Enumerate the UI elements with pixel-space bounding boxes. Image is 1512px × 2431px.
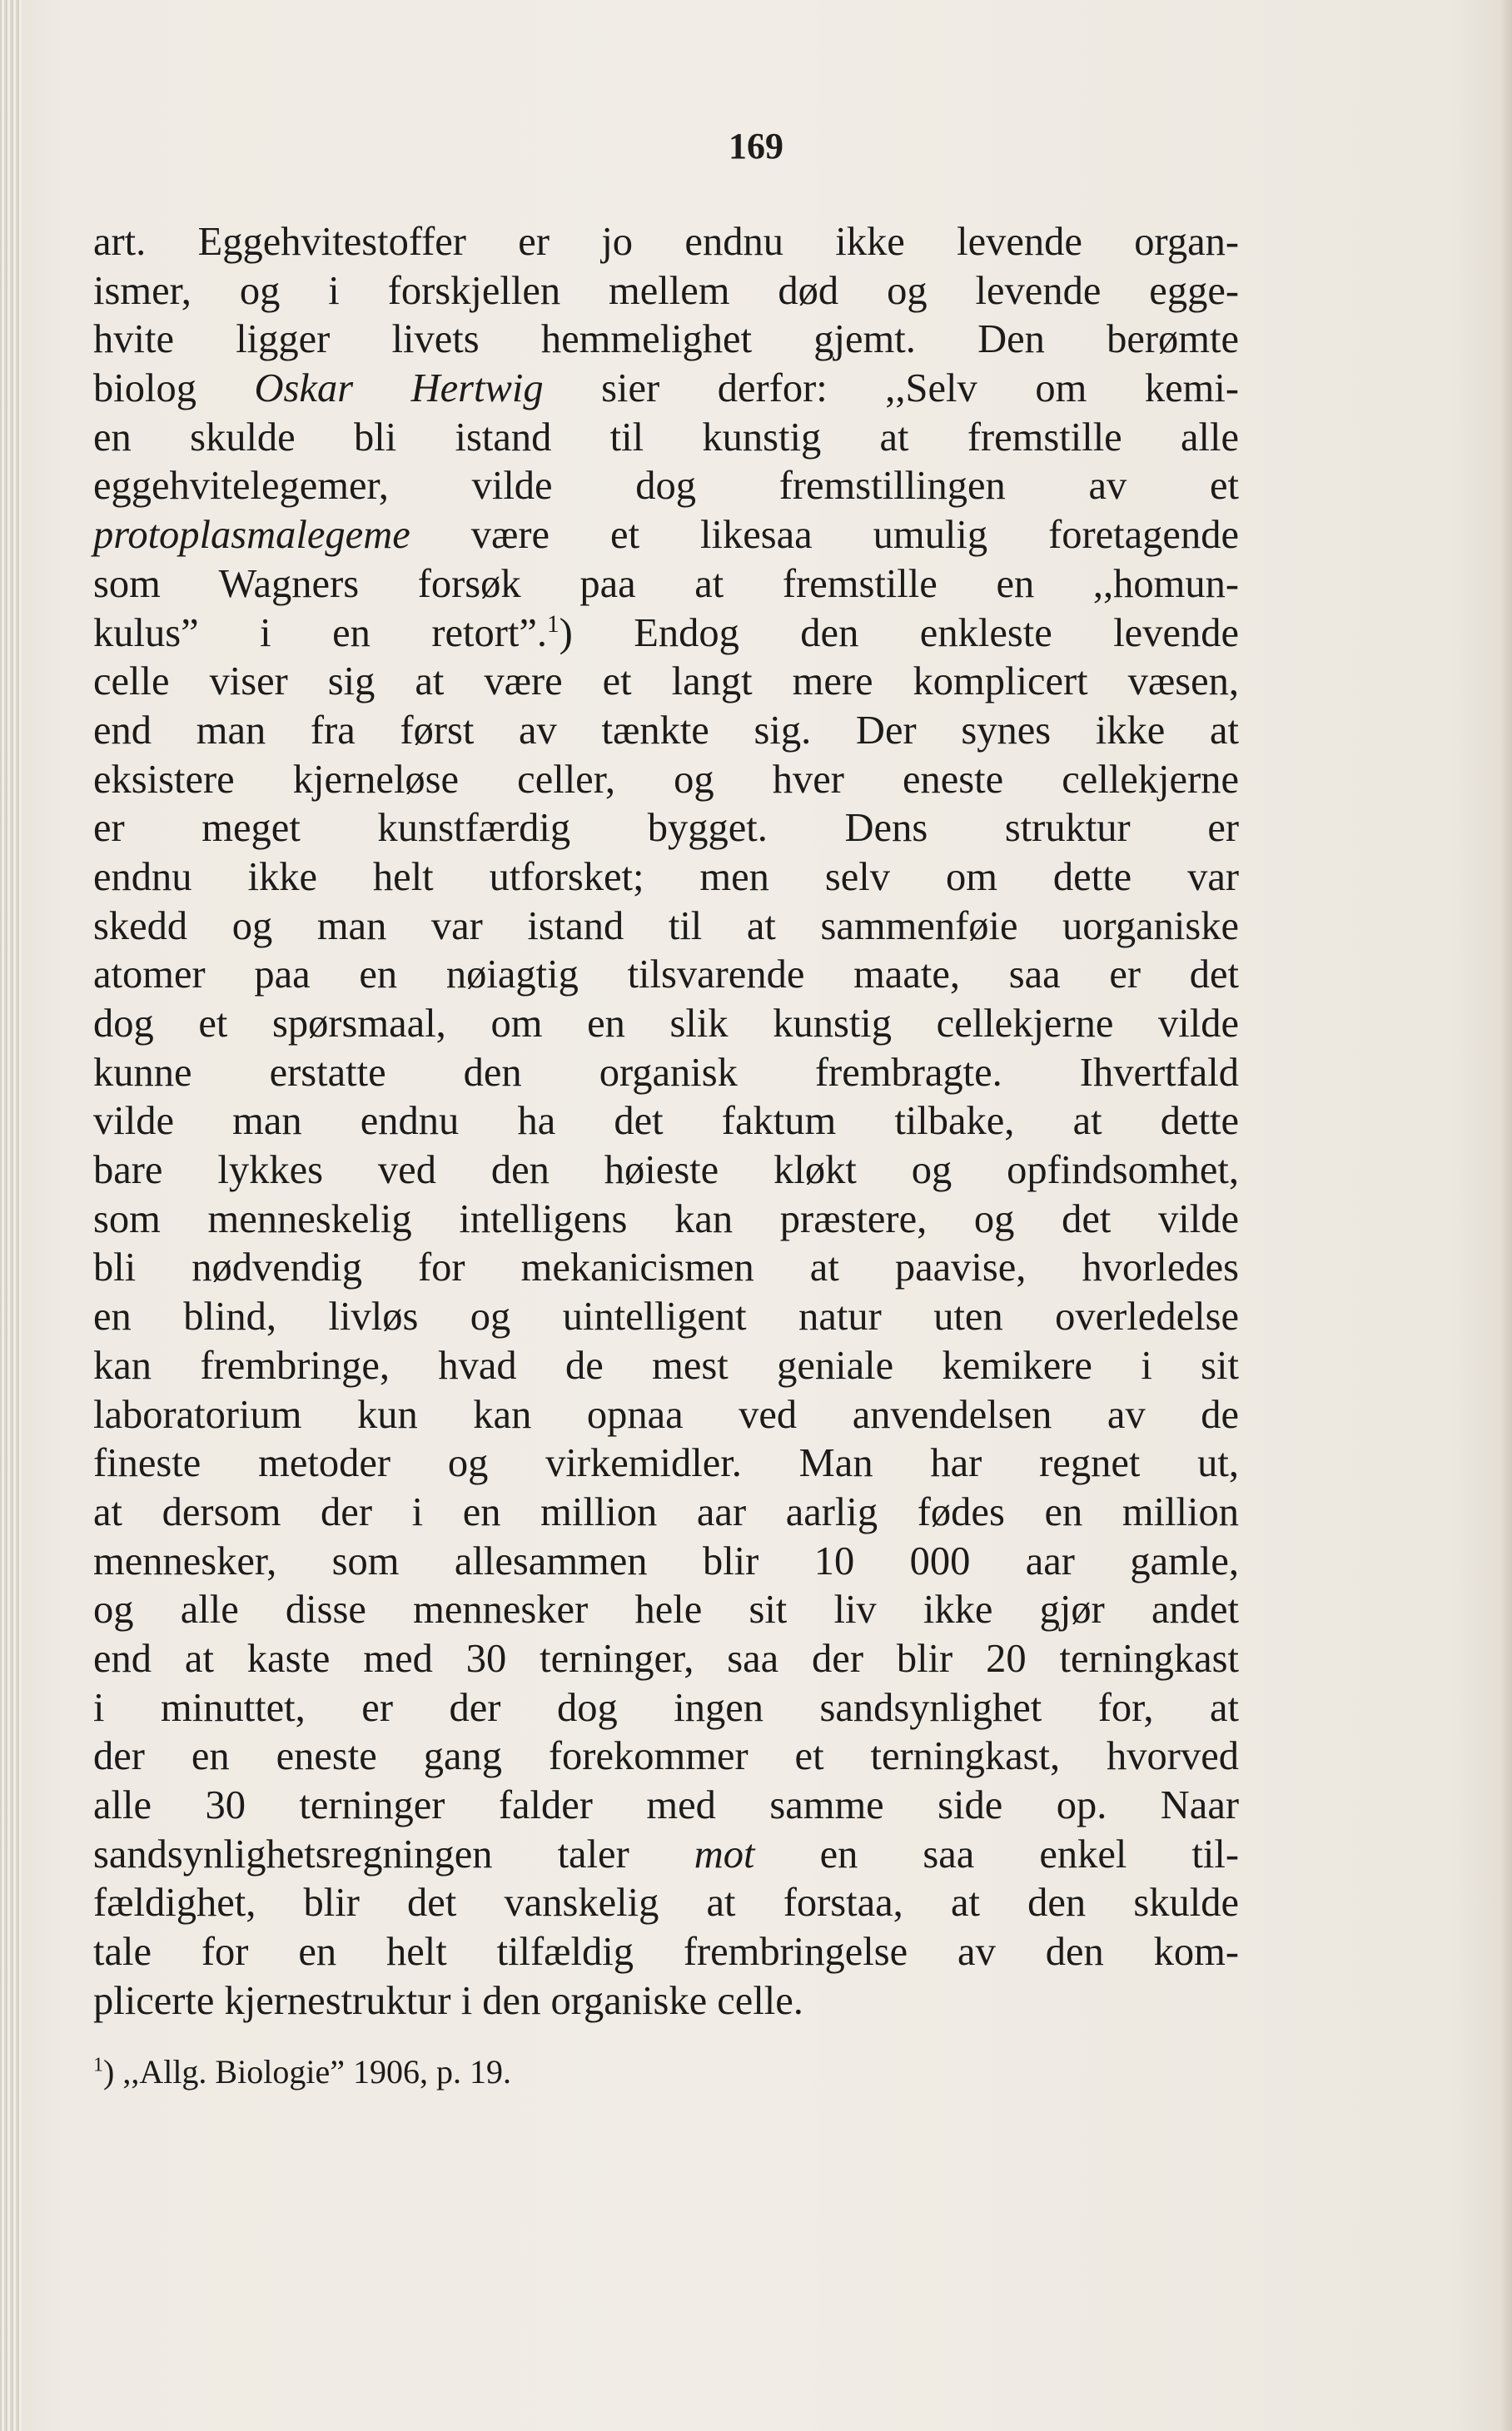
- text-line: som menneskelig intelligens kan præstere, og det vilde: [93, 1196, 1239, 1241]
- text-line: en blind, livløs og uintelligent natur uten overledelse: [93, 1295, 1239, 1340]
- page-binding-edge: [0, 0, 22, 2431]
- text-line: bli nødvendig for mekanicismen at paavise, hvorledes: [93, 1245, 1239, 1290]
- text-line: biolog Oskar Hertwig sier derfor: ,,Selv om kemi-: [93, 366, 1239, 411]
- text-line: mennesker, som allesammen blir 10 000 aar gamle,: [93, 1539, 1239, 1583]
- text-line: hvite ligger livets hemmelighet gjemt. Den berømte: [93, 317, 1239, 362]
- text-line: der en eneste gang forekommer et terningkast, hvorved: [93, 1734, 1239, 1779]
- text-line: laboratorium kun kan opnaa ved anvendelsen av de: [93, 1392, 1239, 1437]
- text-line: og alle disse mennesker hele sit liv ikke gjør andet: [93, 1588, 1239, 1633]
- text-line: dog et spørsmaal, om en slik kunstig cellekjerne vilde: [93, 1002, 1239, 1046]
- text-line: celle viser sig at være et langt mere komplicert væsen,: [93, 659, 1239, 704]
- text-line: en skulde bli istand til kunstig at fremstille alle: [93, 415, 1239, 460]
- text-line: skedd og man var istand til at sammenføie uorganiske: [93, 903, 1239, 948]
- text-line: end man fra først av tænkte sig. Der synes ikke at: [93, 708, 1239, 753]
- text-line: bare lykkes ved den høieste kløkt og opfindsomhet,: [93, 1148, 1239, 1193]
- footnote-text: ) ,,Allg. Biologie” 1906, p. 19.: [103, 2053, 511, 2090]
- text-line: kan frembringe, hvad de mest geniale kemikere i sit: [93, 1343, 1239, 1388]
- text-line: end at kaste med 30 terninger, saa der blir 20 terningkast: [93, 1636, 1239, 1681]
- body-text: [93, 218, 1239, 2026]
- footnote: [93, 2052, 511, 2091]
- footnote-marker: 1: [93, 2054, 103, 2076]
- text-line: i minuttet, er der dog ingen sandsynlighet for, at: [93, 1685, 1239, 1730]
- text-line: atomer paa en nøiagtig tilsvarende maate, saa er det: [93, 952, 1239, 997]
- italic-text: mot: [694, 1832, 755, 1877]
- text-line: som Wagners forsøk paa at fremstille en ,,homun-: [93, 561, 1239, 606]
- italic-text: Oskar Hertwig: [254, 366, 544, 411]
- text-line: fineste metoder og virkemidler. Man har regnet ut,: [93, 1441, 1239, 1486]
- italic-text: protoplasmalegeme: [93, 513, 410, 558]
- text-line: eggehvitelegemer, vilde dog fremstillingen av et: [93, 464, 1239, 509]
- text-line: at dersom der i en million aar aarlig fødes en million: [93, 1489, 1239, 1534]
- text-line: vilde man endnu ha det faktum tilbake, at dette: [93, 1099, 1239, 1144]
- page-number: 169: [729, 126, 783, 167]
- text-line: sandsynlighetsregningen taler mot en saa enkel til-: [93, 1832, 1240, 1877]
- text-line: tale for en helt tilfældig frembringelse av den kom-: [93, 1930, 1239, 1975]
- text-line: protoplasmalegeme være et likesaa umulig foretagende: [93, 513, 1239, 558]
- text-line: kulus” i en retort”.$^1$) Endog den enkleste levende: [93, 610, 1240, 655]
- text-line: art. Eggehvitestoffer er jo endnu ikke levende organ-: [93, 220, 1239, 264]
- text-line: endnu ikke helt utforsket; men selv om dette var: [93, 854, 1239, 899]
- footnote-reference: 1: [547, 610, 560, 638]
- page-right-edge: [1500, 0, 1512, 2431]
- text-line: eksistere kjerneløse celler, og hver eneste cellekjerne: [93, 757, 1239, 802]
- text-line: kunne erstatte den organisk frembragte. Ihvertfald: [93, 1050, 1239, 1095]
- text-line: plicerte kjernestruktur i den organiske celle.: [93, 1978, 803, 2023]
- text-line: er meget kunstfærdig bygget. Dens struktur er: [93, 806, 1239, 851]
- text-line: fældighet, blir det vanskelig at forstaa, at den skulde: [93, 1881, 1239, 1926]
- text-line: alle 30 terninger falder med samme side op. Naar: [93, 1783, 1239, 1827]
- text-line: ismer, og i forskjellen mellem død og levende egge-: [93, 268, 1239, 313]
